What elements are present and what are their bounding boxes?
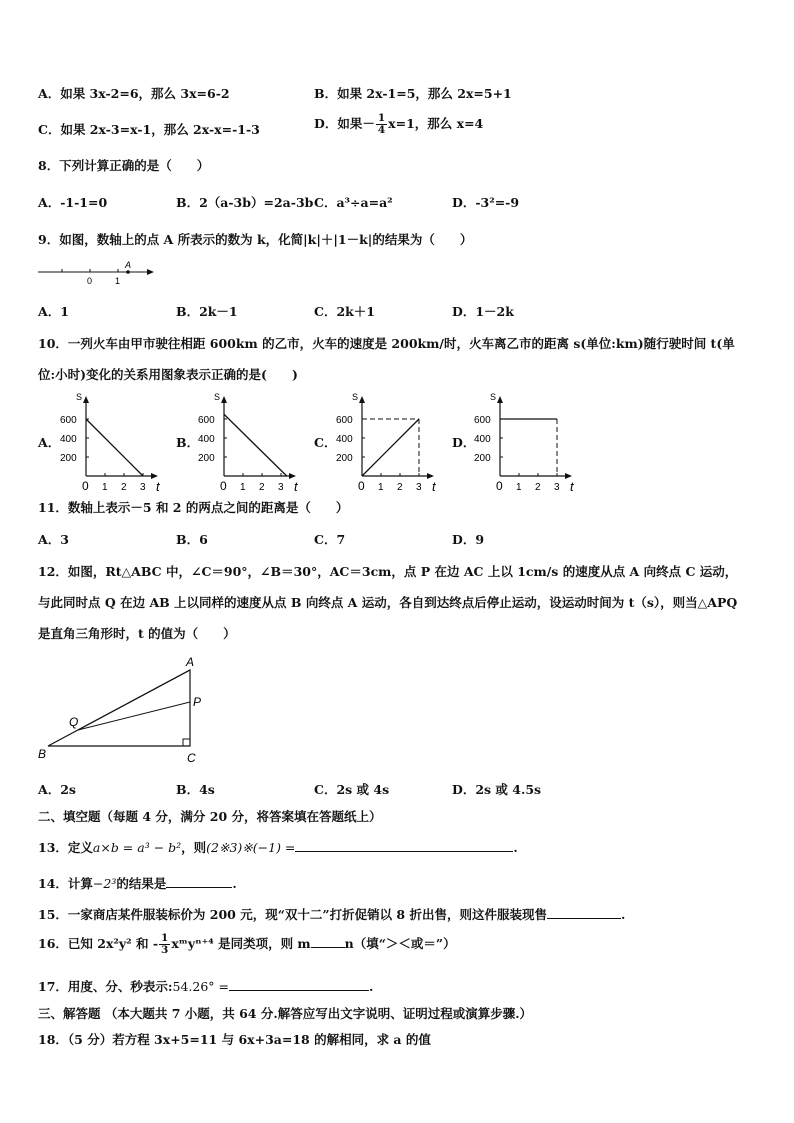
q8-option-c: C．a³÷a=a² [314, 195, 393, 210]
q9-option-b: B．2k－1 [176, 304, 238, 319]
q17-expression: 54.26° = [172, 979, 229, 994]
q12-option-a: A．2s [38, 782, 76, 797]
y-tick-label: 200 [60, 453, 77, 464]
q10-stem-line1: 10．一列火车由甲市驶往相距 600km 的乙市，火车的速度是 200km/时，火车离乙市的距离 s(单位:km)随行驶时间 t(单 [38, 336, 735, 351]
label-a: A [186, 655, 195, 669]
q14-answer-blank[interactable] [166, 875, 232, 888]
q16-prefix: 16．已知 2x²y² 和 - [38, 936, 159, 951]
q8-stem: 8．下列计算正确的是（ ） [38, 158, 210, 173]
x-tick-label: 0 [496, 479, 503, 493]
q14-suffix: 的结果是 [116, 876, 167, 891]
q13-end: . [513, 840, 518, 855]
graph-c [334, 388, 444, 494]
q11-stem: 11．数轴上表示－5 和 2 的两点之间的距离是（ ） [38, 500, 349, 515]
series-line [224, 414, 287, 476]
q13-prefix: 13．定义 [38, 840, 93, 855]
q12-stem-line3: 是直角三角形时，t 的值为（ ） [38, 626, 236, 641]
q16-numerator: 1 [161, 932, 169, 944]
y-tick-label: 400 [198, 434, 215, 445]
label-p: P [193, 695, 202, 709]
number-line-figure [36, 258, 160, 286]
q9-option-d: D．1－2k [452, 304, 514, 319]
q13-mid: ，则 [181, 840, 207, 855]
graph-a [58, 388, 168, 494]
y-tick-label: 400 [60, 434, 77, 445]
q18: 18．（5 分）若方程 3x+5=11 与 6x+3a=18 的解相同，求 a 的值 [38, 1032, 431, 1047]
y-axis-arrow [359, 396, 365, 403]
q14 [38, 874, 237, 892]
segment-qa [78, 670, 190, 730]
q12-option-d: D．2s 或 4.5s [452, 782, 542, 797]
x-tick-label: 3 [554, 482, 560, 493]
y-axis-arrow [221, 396, 227, 403]
q7-option-d [314, 113, 483, 136]
label-0: 0 [87, 276, 93, 286]
x-tick-label: 2 [121, 482, 127, 493]
triangle-figure [34, 652, 214, 767]
q8-option-b: B．2（a-3b）=2a-3b [176, 195, 314, 210]
q10-option-d-letter: D． [452, 435, 476, 450]
x-tick-label: 1 [378, 482, 384, 493]
q11-option-d: D．9 [452, 532, 485, 547]
y-axis-label: S [490, 392, 497, 402]
q13 [38, 838, 518, 856]
series-line [362, 419, 419, 476]
q10-option-a-letter: A． [38, 435, 61, 450]
x-tick-label: 3 [278, 482, 284, 493]
q17 [38, 977, 373, 995]
q10-stem-line2: 位:小时)变化的关系用图象表示正确的是( ) [38, 367, 298, 382]
graph-b [196, 388, 306, 494]
y-tick-label: 600 [474, 415, 491, 426]
q14-prefix: 14．计算 [38, 876, 93, 891]
q17-prefix: 17．用度、分、秒表示: [38, 979, 173, 994]
right-angle-mark [183, 739, 190, 746]
q12-stem-line2: 与此同时点 Q 在边 AB 上以同样的速度从点 B 向终点 A 运动，各自到达终点后停止运动，设运动时间为 t（s），则当△APQ [38, 595, 738, 610]
label-1: 1 [115, 276, 121, 286]
y-tick-label: 600 [336, 415, 353, 426]
q11-option-b: B．6 [176, 532, 208, 547]
x-axis-label: t [156, 479, 160, 494]
q13-expression: (2※3)※(−1) = [206, 840, 296, 855]
q15-text: 15．一家商店某件服装标价为 200 元，现“双十二”打折促销以 8 折出售，则这件服装现售 [38, 907, 547, 922]
x-tick-label: 0 [220, 479, 227, 493]
x-tick-label: 2 [397, 482, 403, 493]
q10-option-c-letter: C． [314, 435, 337, 450]
q14-expression: −2³ [92, 876, 117, 891]
y-axis-label: S [76, 392, 83, 402]
q16-fraction [159, 933, 170, 956]
graph-d [472, 388, 582, 494]
q7-d-prefix: D．如果－ [314, 116, 375, 131]
series-line [86, 419, 143, 476]
q15-end: . [620, 907, 626, 922]
q16-mid: xᵐyⁿ⁺⁴ 是同类项，则 m [171, 936, 311, 951]
q9-option-c: C．2k＋1 [314, 304, 376, 319]
q7-option-c: C．如果 2x-3=x-1，那么 2x-x=-1-3 [38, 122, 260, 137]
q12-option-c: C．2s 或 4s [314, 782, 390, 797]
q16-denominator: 3 [161, 944, 169, 956]
x-tick-label: 3 [416, 482, 422, 493]
label-a: A [125, 260, 132, 270]
point-a [126, 270, 130, 274]
y-tick-label: 400 [336, 434, 353, 445]
q13-formula: a×b = a³ − b² [92, 840, 182, 855]
label-q: Q [69, 715, 79, 729]
y-axis-arrow [497, 396, 503, 403]
x-axis-label: t [294, 479, 298, 494]
label-b: B [38, 747, 47, 761]
label-c: C [187, 751, 196, 765]
q7-d-fraction [376, 113, 387, 136]
q16 [38, 933, 456, 956]
q8-option-d: D．-3²=-9 [452, 195, 520, 210]
q7-option-b: B．如果 2x-1=5，那么 2x=5+1 [314, 86, 512, 101]
x-tick-label: 1 [240, 482, 246, 493]
q11-option-a: A．3 [38, 532, 69, 547]
q7-option-a: A．如果 3x-2=6，那么 3x=6-2 [38, 86, 230, 101]
x-tick-label: 1 [102, 482, 108, 493]
y-axis-label: S [214, 392, 221, 402]
y-tick-label: 200 [474, 453, 491, 464]
y-tick-label: 200 [336, 453, 353, 464]
q12-option-b: B．4s [176, 782, 215, 797]
q9-option-a: A．1 [38, 304, 69, 319]
y-axis-label: S [352, 392, 359, 402]
q12-stem-line1: 12．如图，Rt△ABC 中，∠C＝90°，∠B＝30°，AC＝3cm，点 P 在边 AC 上以 1cm/s 的速度从点 A 向终点 C 运动， [38, 564, 738, 579]
q15-answer-blank[interactable] [547, 906, 621, 919]
segment-qp [78, 702, 190, 730]
section-2-heading: 二、填空题（每题 4 分，满分 20 分，将答案填在答题纸上） [38, 809, 382, 824]
x-tick-label: 1 [516, 482, 522, 493]
q16-answer-blank[interactable] [311, 935, 345, 948]
y-axis-arrow [83, 396, 89, 403]
x-tick-label: 2 [535, 482, 541, 493]
q7-d-suffix: x=1，那么 x=4 [388, 116, 484, 131]
q14-end: . [232, 876, 237, 891]
x-tick-label: 0 [358, 479, 365, 493]
y-tick-label: 600 [60, 415, 77, 426]
x-axis-label: t [432, 479, 436, 494]
q13-answer-blank[interactable] [295, 839, 513, 852]
q10-option-b-letter: B． [176, 435, 200, 450]
x-axis-label: t [570, 479, 574, 494]
x-tick-label: 3 [140, 482, 146, 493]
y-tick-label: 400 [474, 434, 491, 445]
x-tick-label: 0 [82, 479, 89, 493]
number-line-arrow [147, 269, 154, 275]
y-tick-label: 200 [198, 453, 215, 464]
section-3-heading: 三、解答题 （本大题共 7 小题，共 64 分.解答应写出文字说明、证明过程或演算步骤.） [38, 1006, 533, 1021]
x-tick-label: 2 [259, 482, 265, 493]
q16-suffix: n（填“＞＜或＝”） [344, 936, 456, 951]
q9-stem: 9．如图，数轴上的点 A 所表示的数为 k，化简|k|＋|1－k|的结果为（ ） [38, 232, 473, 247]
q7-d-denominator: 4 [377, 124, 386, 136]
q15 [38, 905, 625, 923]
y-tick-label: 600 [198, 415, 215, 426]
q17-end: . [369, 979, 374, 994]
q8-option-a: A．-1-1=0 [38, 195, 108, 210]
q17-answer-blank[interactable] [229, 978, 369, 991]
q11-option-c: C．7 [314, 532, 346, 547]
q7-d-numerator: 1 [377, 112, 386, 124]
